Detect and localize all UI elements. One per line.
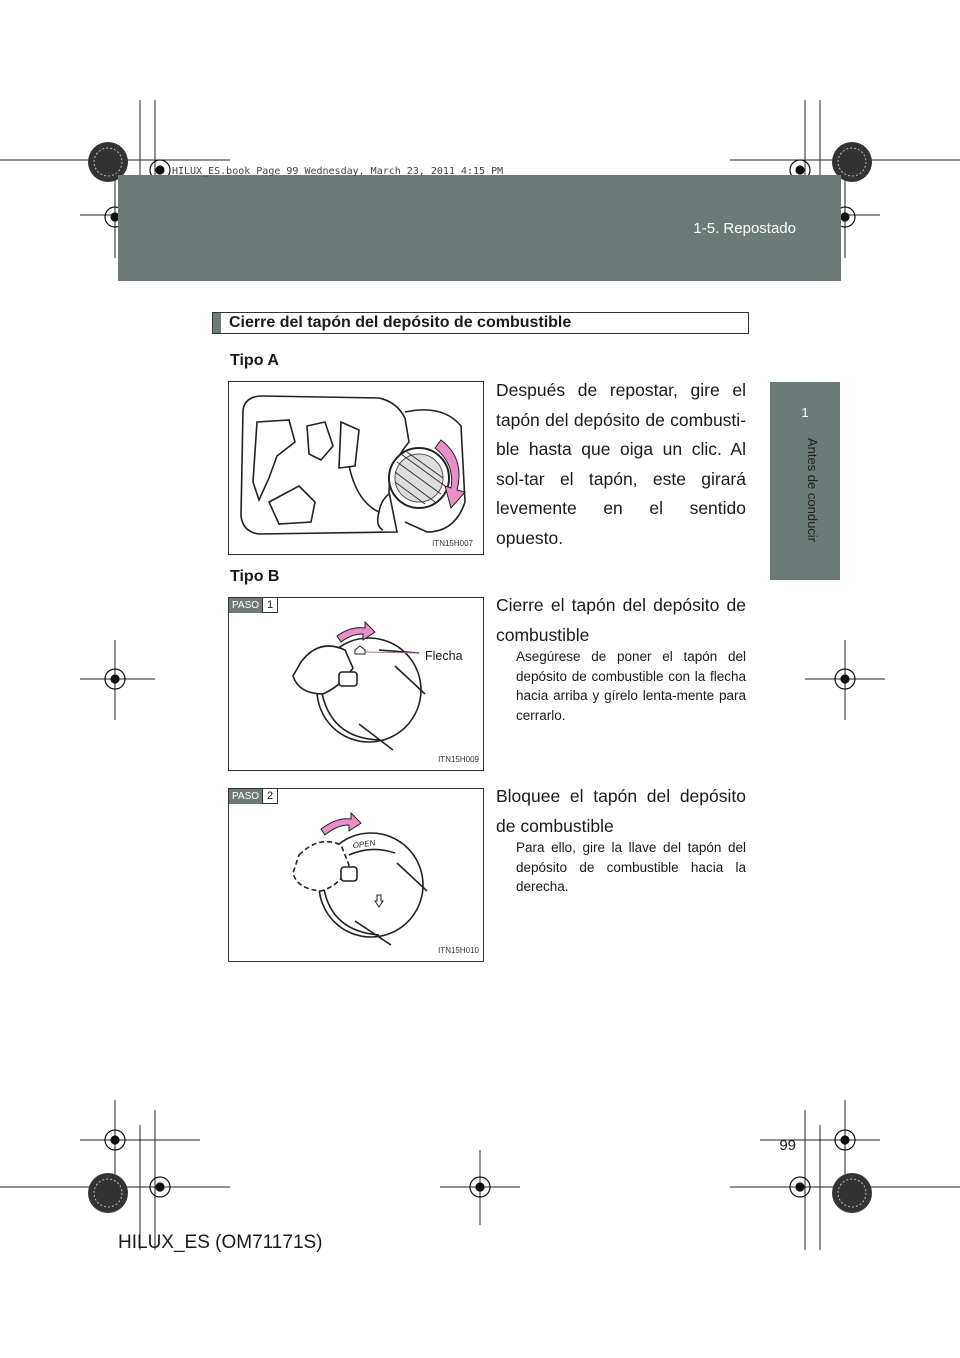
tipo-b-heading: Tipo B [230,568,280,585]
figure-code: ITN15H010 [438,946,479,955]
section-heading [212,312,749,334]
tipo-a-heading: Tipo A [230,352,279,369]
cap-open-label: OPEN [352,838,376,851]
tipo-a-text: Después de repostar, gire el tapón del depósito de combusti-ble hasta que oiga un clic. Al sol-tar el tapón, este girará levemente en el sentido opuesto. [496,380,746,548]
page-number: 99 [779,1137,796,1154]
fuel-door-illustration [229,382,484,555]
paso-label: PASO [229,789,262,804]
step-1-title: Cierre el tapón del depósito de combustible [496,595,746,645]
paso-badge-2 [229,789,278,804]
print-header: HILUX_ES.book Page 99 Wednesday, March 23, 2011 4:15 PM [172,166,504,177]
section-title: Cierre del tapón del depósito de combustible [229,314,572,331]
fuel-cap-step1-illustration [229,598,484,771]
figure-step-2 [228,788,484,962]
rotate-arrow-icon [321,813,361,835]
figure-code: ITN15H009 [438,755,479,764]
step-2-detail: Para ello, gire la llave del tapón del depósito de combustible hacia la derecha. [516,840,746,894]
step-1-detail: Asegúrese de poner el tapón del depósito de combustible con la flecha hacia arriba y gírelo lenta-mente para cerrarlo. [516,649,746,723]
figure-step-1 [228,597,484,771]
section-heading-bar [213,313,221,333]
paso-badge-1 [229,598,278,613]
paso-number: 2 [262,789,278,804]
footer-code: HILUX_ES (OM71171S) [118,1232,323,1253]
side-tab-number: 1 [801,405,809,420]
paso-number: 1 [262,598,278,613]
fuel-cap-step2-illustration [229,789,484,962]
paso-label: PASO [229,598,262,613]
fuel-cap-icon [389,448,449,508]
flecha-callout: Flecha [425,649,463,663]
section-breadcrumb: 1-5. Repostado [693,220,796,237]
figure-code: ITN15H007 [432,539,473,548]
step-2-title: Bloquee el tapón del depósito de combustible [496,786,746,836]
figure-tipo-a [228,381,484,555]
side-tab-label: Antes de conducir [805,437,820,543]
